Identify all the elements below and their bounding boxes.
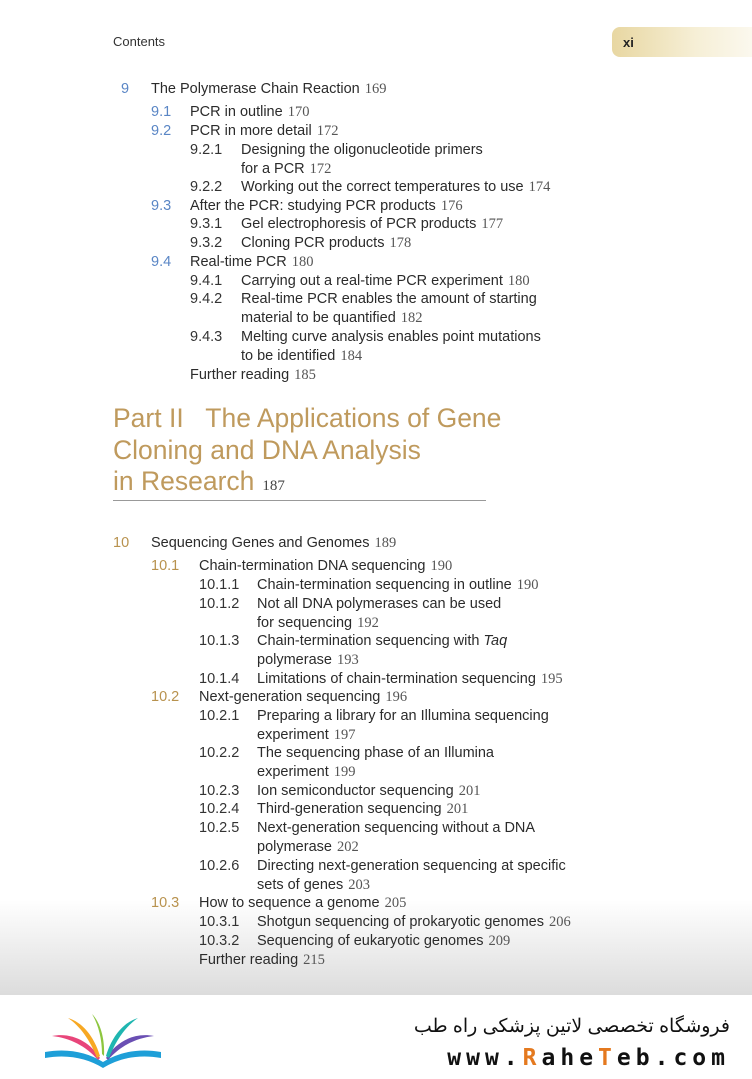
page-number-tab: [612, 27, 752, 57]
url-part: eb.com: [616, 1045, 730, 1071]
subsection-number: 9.3.1: [190, 216, 223, 232]
subsection-number: 10.3.2: [199, 933, 240, 949]
section-title: After the PCR: studying PCR products: [190, 198, 436, 214]
subsection-number: 10.2.4: [199, 801, 240, 817]
part-title-line3: in Research: [113, 466, 255, 496]
page-ref: 190: [430, 558, 453, 574]
section-number: 9.3: [151, 198, 172, 214]
section-number: 10.3: [151, 895, 180, 911]
subsection-number: 10.3.1: [199, 914, 240, 930]
subsection-title-line1: Next-generation sequencing without a DNA: [257, 820, 536, 836]
part-title-line2: Cloning and DNA Analysis: [113, 434, 421, 465]
page-ref: 196: [385, 689, 408, 705]
subsection-number: 10.1.2: [199, 596, 240, 612]
page-ref: 172: [316, 123, 339, 139]
url-part: www.: [447, 1045, 523, 1071]
section-title: PCR in more detail: [190, 123, 312, 139]
section-number: 10.1: [151, 558, 180, 574]
subsection-title-line1: Real-time PCR enables the amount of starting: [241, 291, 537, 307]
page-ref: 187: [262, 478, 285, 494]
subsection-number: 10.1.1: [199, 577, 240, 593]
subsection-title-line1: Preparing a library for an Illumina sequencing: [257, 708, 549, 724]
subsection-title-line1: Chain-termination sequencing with: [257, 633, 484, 649]
subsection-title-line2: experiment: [257, 764, 329, 780]
section-number: 9.1: [151, 104, 172, 120]
page-ref: 201: [446, 801, 469, 817]
page-ref: 189: [374, 535, 397, 551]
part-heading[interactable]: [113, 403, 501, 503]
subsection-title-line2: polymerase: [257, 652, 332, 668]
page-ref: 172: [309, 161, 332, 177]
page-ref: 203: [348, 877, 370, 893]
subsection-title-line2: to be identified: [241, 348, 336, 364]
subsection-number: 10.2.2: [199, 745, 240, 761]
subsection-title-line2: sets of genes: [257, 877, 344, 893]
subsection-title-line1: Designing the oligonucleotide primers: [241, 142, 483, 158]
section-title: How to sequence a genome: [199, 895, 380, 911]
subsection-title: Ion semiconductor sequencing: [257, 783, 454, 799]
subsection-title: Gel electrophoresis of PCR products: [241, 216, 477, 232]
page-ref: 177: [481, 216, 504, 232]
section-title: PCR in outline: [190, 104, 283, 120]
subsection-number: 10.1.3: [199, 633, 240, 649]
page-ref: 184: [340, 348, 363, 364]
part-divider: [113, 500, 486, 501]
page-ref: 202: [336, 839, 359, 855]
page-ref: 205: [384, 895, 407, 911]
subsection-number: 9.3.2: [190, 235, 223, 251]
page-ref: 180: [507, 273, 530, 289]
url-part: R: [522, 1045, 542, 1071]
subsection-number: 10.2.5: [199, 820, 240, 836]
section-number: 9.4: [151, 254, 172, 270]
page-ref: 193: [336, 652, 359, 668]
page-ref: 197: [333, 727, 356, 743]
page-ref: 185: [294, 367, 316, 383]
further-reading-title: Further reading: [199, 952, 299, 968]
page-ref: 201: [458, 783, 481, 799]
page-ref: 174: [528, 179, 551, 195]
subsection-number: 10.1.4: [199, 671, 240, 687]
subsection-title: Third-generation sequencing: [257, 801, 442, 817]
page-ref: 182: [400, 310, 423, 326]
subsection-title: Shotgun sequencing of prokaryotic genomes: [257, 914, 544, 930]
page-ref: 199: [333, 764, 356, 780]
page-ref: 209: [488, 933, 511, 949]
page-ref: 192: [357, 615, 379, 631]
page-ref: 178: [389, 235, 412, 251]
further-reading-title: Further reading: [190, 367, 290, 383]
url-part: T: [598, 1045, 617, 1071]
open-book-logo-icon: [42, 1012, 164, 1070]
page-ref: 169: [364, 81, 387, 97]
page-ref: 206: [548, 914, 571, 930]
subsection-number: 9.4.1: [190, 273, 223, 289]
subsection-number: 9.2.1: [190, 142, 223, 158]
italic-term: Taq: [483, 633, 508, 649]
subsection-title-line2: polymerase: [257, 839, 332, 855]
chapter-title: The Polymerase Chain Reaction: [151, 81, 360, 97]
chapter-title: Sequencing Genes and Genomes: [151, 535, 370, 551]
section-number: 10.2: [151, 689, 180, 705]
section-title: Chain-termination DNA sequencing: [199, 558, 426, 574]
subsection-title-line2: for a PCR: [241, 161, 305, 177]
page-number: xi: [623, 35, 634, 50]
subsection-title-line2: material to be quantified: [241, 310, 396, 326]
subsection-title-line1: Directing next-generation sequencing at specific: [257, 858, 566, 874]
page-ref: 176: [440, 198, 463, 214]
part-title-line1: Part II The Applications of Gene: [113, 403, 502, 433]
subsection-title: Carrying out a real-time PCR experiment: [241, 273, 503, 289]
subsection-number: 10.2.1: [199, 708, 240, 724]
subsection-title: Cloning PCR products: [241, 235, 385, 251]
subsection-title: Sequencing of eukaryotic genomes: [257, 933, 484, 949]
subsection-title: Working out the correct temperatures to use: [241, 179, 524, 195]
store-url[interactable]: [447, 1045, 730, 1071]
subsection-number: 10.2.3: [199, 783, 240, 799]
subsection-title-line2: for sequencing: [257, 615, 353, 631]
subsection-number: 10.2.6: [199, 858, 240, 874]
chapter-number: 9: [121, 81, 130, 97]
section-number: 9.2: [151, 123, 172, 139]
subsection-title-line1: Not all DNA polymerases can be used: [257, 596, 502, 612]
page-ref: 190: [516, 577, 539, 593]
subsection-title: Limitations of chain-termination sequencing: [257, 671, 536, 687]
section-title: Next-generation sequencing: [199, 689, 381, 705]
subsection-number: 9.2.2: [190, 179, 223, 195]
section-title: Real-time PCR: [190, 254, 287, 270]
subsection-title: Chain-termination sequencing in outline: [257, 577, 512, 593]
subsection-title-line1: Melting curve analysis enables point mutations: [241, 329, 541, 345]
subsection-number: 9.4.3: [190, 329, 223, 345]
subsection-number: 9.4.2: [190, 291, 223, 307]
page-ref: 195: [540, 671, 563, 687]
store-name: فروشگاه تخصصی لاتین پزشکی راه طب: [413, 1016, 730, 1037]
subsection-title-line2: experiment: [257, 727, 329, 743]
page-ref: 170: [287, 104, 310, 120]
page-ref: 180: [291, 254, 314, 270]
page-ref: 215: [303, 952, 325, 968]
url-part: ahe: [541, 1045, 599, 1071]
chapter-number: 10: [113, 535, 130, 551]
subsection-title-line1: The sequencing phase of an Illumina: [257, 745, 494, 761]
running-head: Contents: [113, 34, 166, 49]
